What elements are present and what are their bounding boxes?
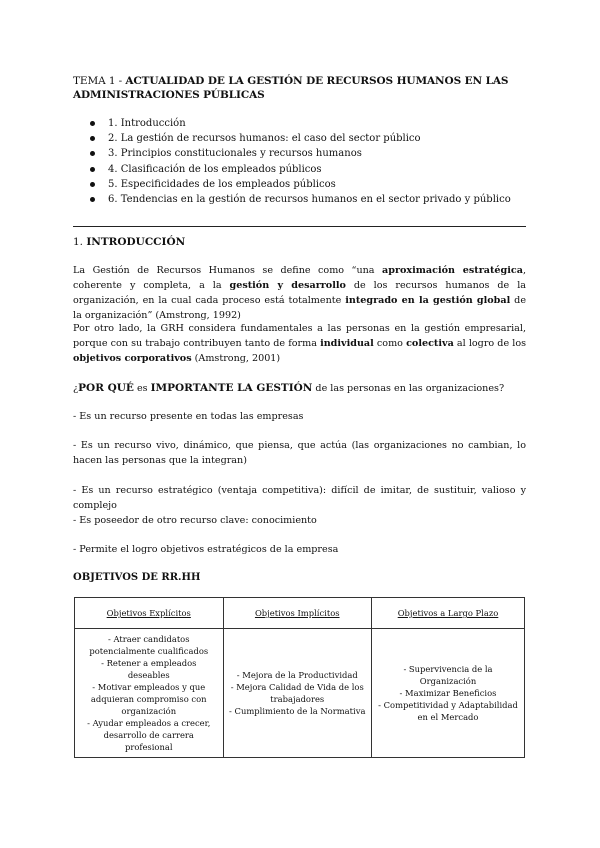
reason-item: - Es un recurso estratégico (ventaja competitiva): difícil de imitar, de sustituir, valioso y complejo	[73, 485, 526, 511]
section-heading: 1. INTRODUCCIÓN	[73, 236, 186, 248]
toc-item: 4. Clasificación de los empleados públicos	[90, 162, 511, 177]
column-header-explicit: Objetivos Explícitos	[75, 598, 224, 629]
definition-paragraph: La Gestión de Recursos Humanos se define como “una aproximación estratégica, coherente y completa, a la gestión y desarrollo de los recursos humanos de la organización, en la cual cada proceso está totalmente integrado en la gestión global de la organización” (Amstrong, 1992)	[73, 265, 526, 321]
toc-item: 2. La gestión de recursos humanos: el caso del sector público	[90, 131, 511, 146]
objectives-heading: OBJETIVOS DE RR.HH	[73, 572, 201, 583]
objectives-table	[74, 597, 525, 758]
cell-explicit-objectives: - Atraer candidatos potencialmente cualificados - Retener a empleados deseables - Motivar empleados y que adquieran compromiso con organización - Ayudar empleados a crecer, desarrollo de carrera profesional	[75, 629, 224, 758]
grh-paragraph: Por otro lado, la GRH considera fundamentales a las personas en la gestión empresarial, porque con su trabajo contribuyen tanto de forma individual como colectiva al logro de los objetivos corporativos (Amstrong, 2001)	[73, 323, 527, 364]
cell-implicit-objectives: - Mejora de la Productividad - Mejora Calidad de Vida de los trabajadores - Cumplimiento de la Normativa	[223, 629, 372, 758]
title-prefix: TEMA 1 -	[73, 75, 126, 87]
table-row	[75, 629, 525, 758]
bullet-dot-icon	[90, 121, 95, 126]
bullet-dot-icon	[90, 151, 95, 156]
title-main: ACTUALIDAD DE LA GESTIÓN DE RECURSOS HUMANOS EN LAS ADMINISTRACIONES PÚBLICAS	[73, 75, 509, 101]
document-title	[73, 74, 543, 102]
cell-long-term-objectives: - Supervivencia de la Organización - Maximizar Beneficios - Competitividad y Adaptabilidad en el Mercado	[372, 629, 525, 758]
toc-item: 6. Tendencias en la gestión de recursos humanos en el sector privado y público	[90, 192, 511, 207]
bullet-dot-icon	[90, 136, 95, 141]
column-header-implicit: Objetivos Implícitos	[223, 598, 372, 629]
column-header-long-term: Objetivos a Largo Plazo	[372, 598, 525, 629]
toc-item: 5. Especificidades de los empleados públicos	[90, 177, 511, 192]
table-of-contents	[90, 116, 511, 207]
bullet-dot-icon	[90, 167, 95, 172]
reason-item: - Es poseedor de otro recurso clave: conocimiento	[73, 515, 317, 526]
horizontal-divider	[73, 226, 526, 227]
reason-item: - Es un recurso presente en todas las empresas	[73, 411, 304, 422]
bullet-dot-icon	[90, 182, 95, 187]
toc-item: 1. Introducción	[90, 116, 511, 131]
reason-item: - Es un recurso vivo, dinámico, que piensa, que actúa (las organizaciones no cambian, lo hacen las personas que la integran)	[73, 440, 526, 466]
question-heading: ¿POR QUÉ es IMPORTANTE LA GESTIÓN de las personas en las organizaciones?	[73, 382, 505, 394]
reason-item: - Permite el logro objetivos estratégicos de la empresa	[73, 544, 339, 555]
bullet-dot-icon	[90, 197, 95, 202]
toc-item: 3. Principios constitucionales y recursos humanos	[90, 146, 511, 161]
table-header-row	[75, 598, 525, 629]
